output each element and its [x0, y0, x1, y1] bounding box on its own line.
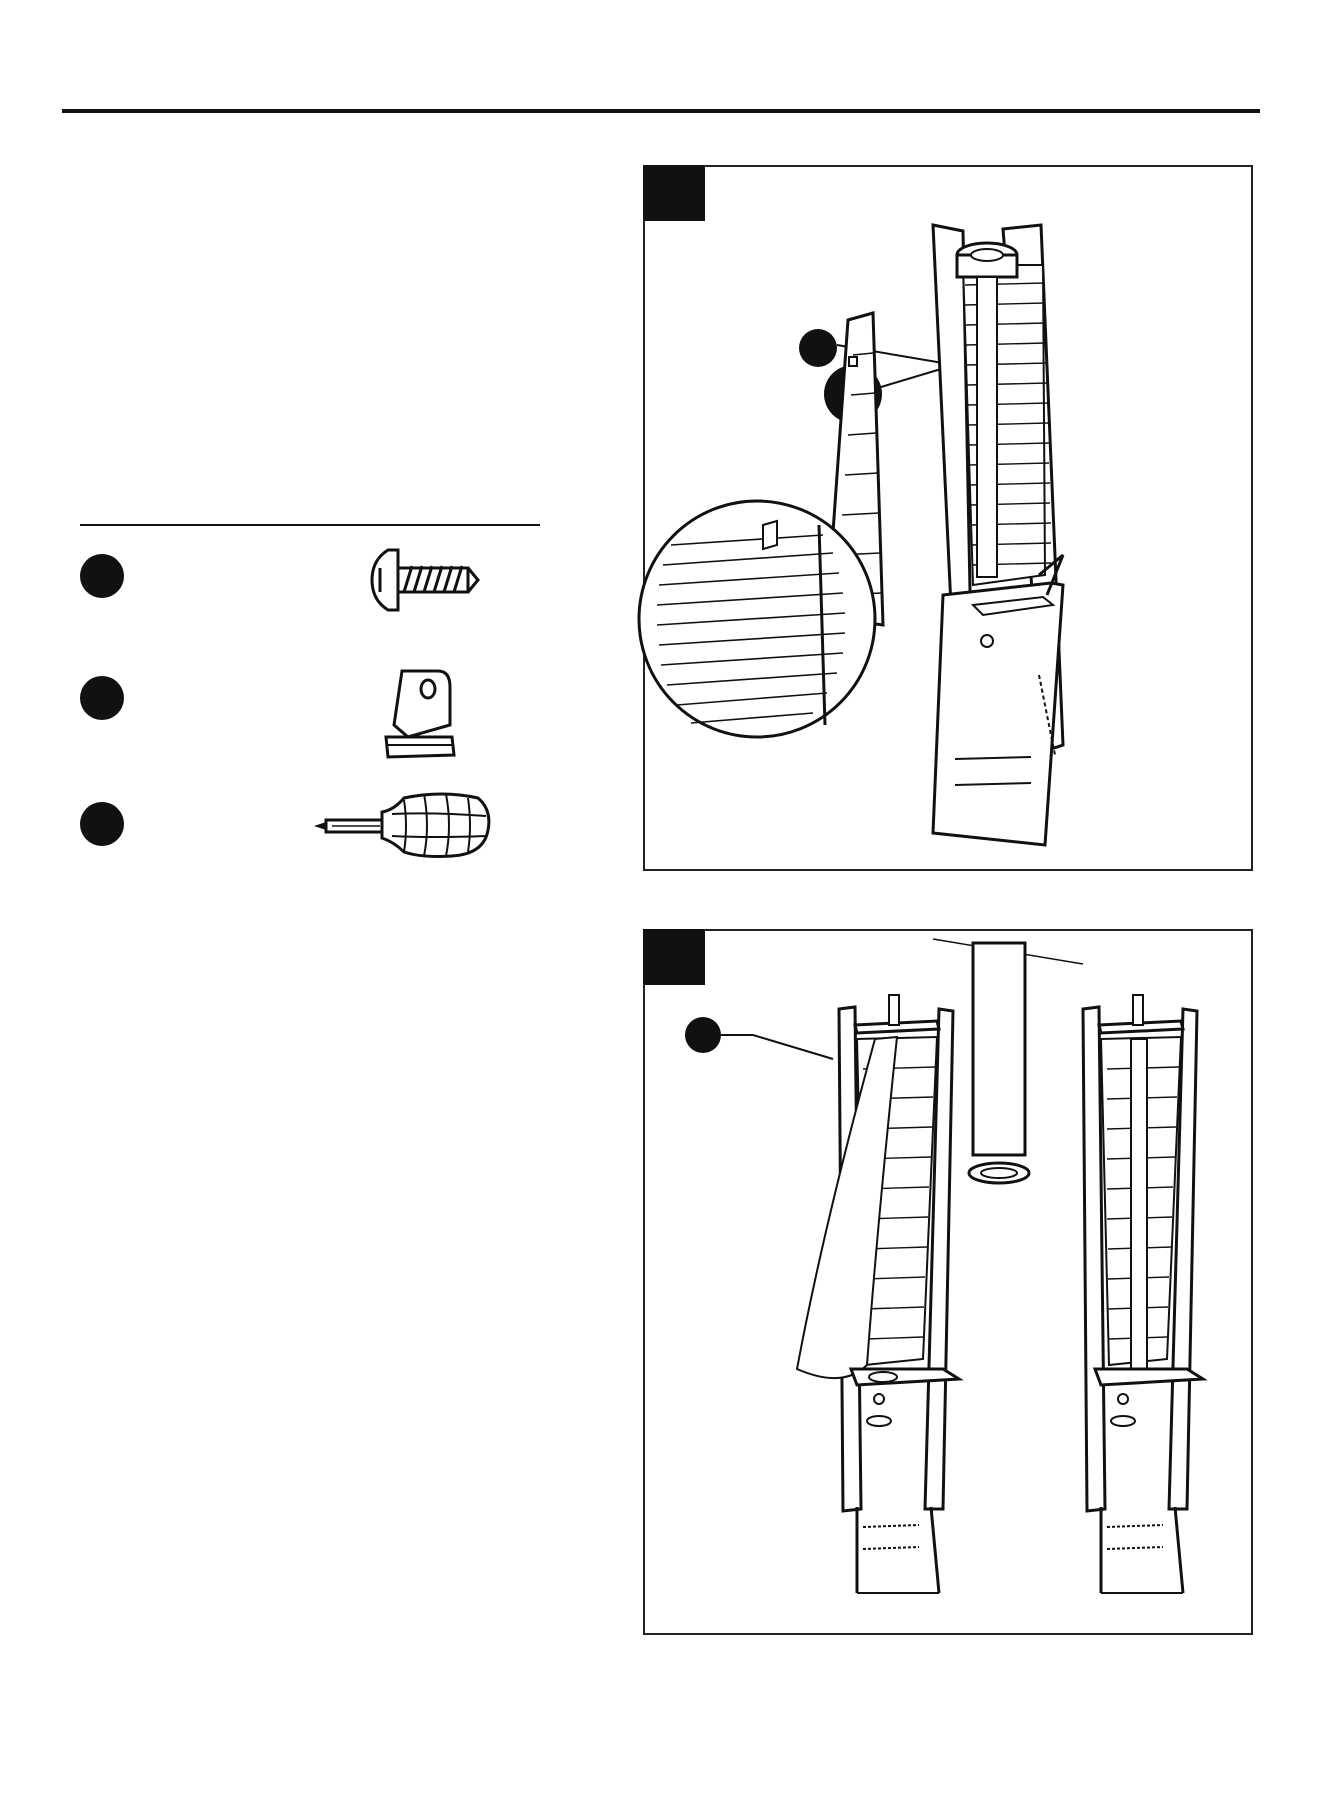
figure-1-illustration: [643, 165, 1253, 871]
header-rule: [62, 109, 1260, 113]
clip-bracket-icon: [378, 665, 468, 767]
part-marker-1: [80, 554, 124, 598]
figure-2-illustration: [643, 929, 1253, 1635]
screw-icon: [368, 540, 480, 620]
phillips-screwdriver-icon: [312, 790, 492, 860]
parts-list-rule: [80, 524, 540, 526]
heater-right: [1083, 995, 1203, 1593]
callout-marker-1: [799, 329, 837, 367]
part-marker-2: [80, 676, 124, 720]
callout-marker-3: [685, 1017, 721, 1053]
part-marker-3: [80, 802, 124, 846]
heater-left: [797, 995, 959, 1593]
